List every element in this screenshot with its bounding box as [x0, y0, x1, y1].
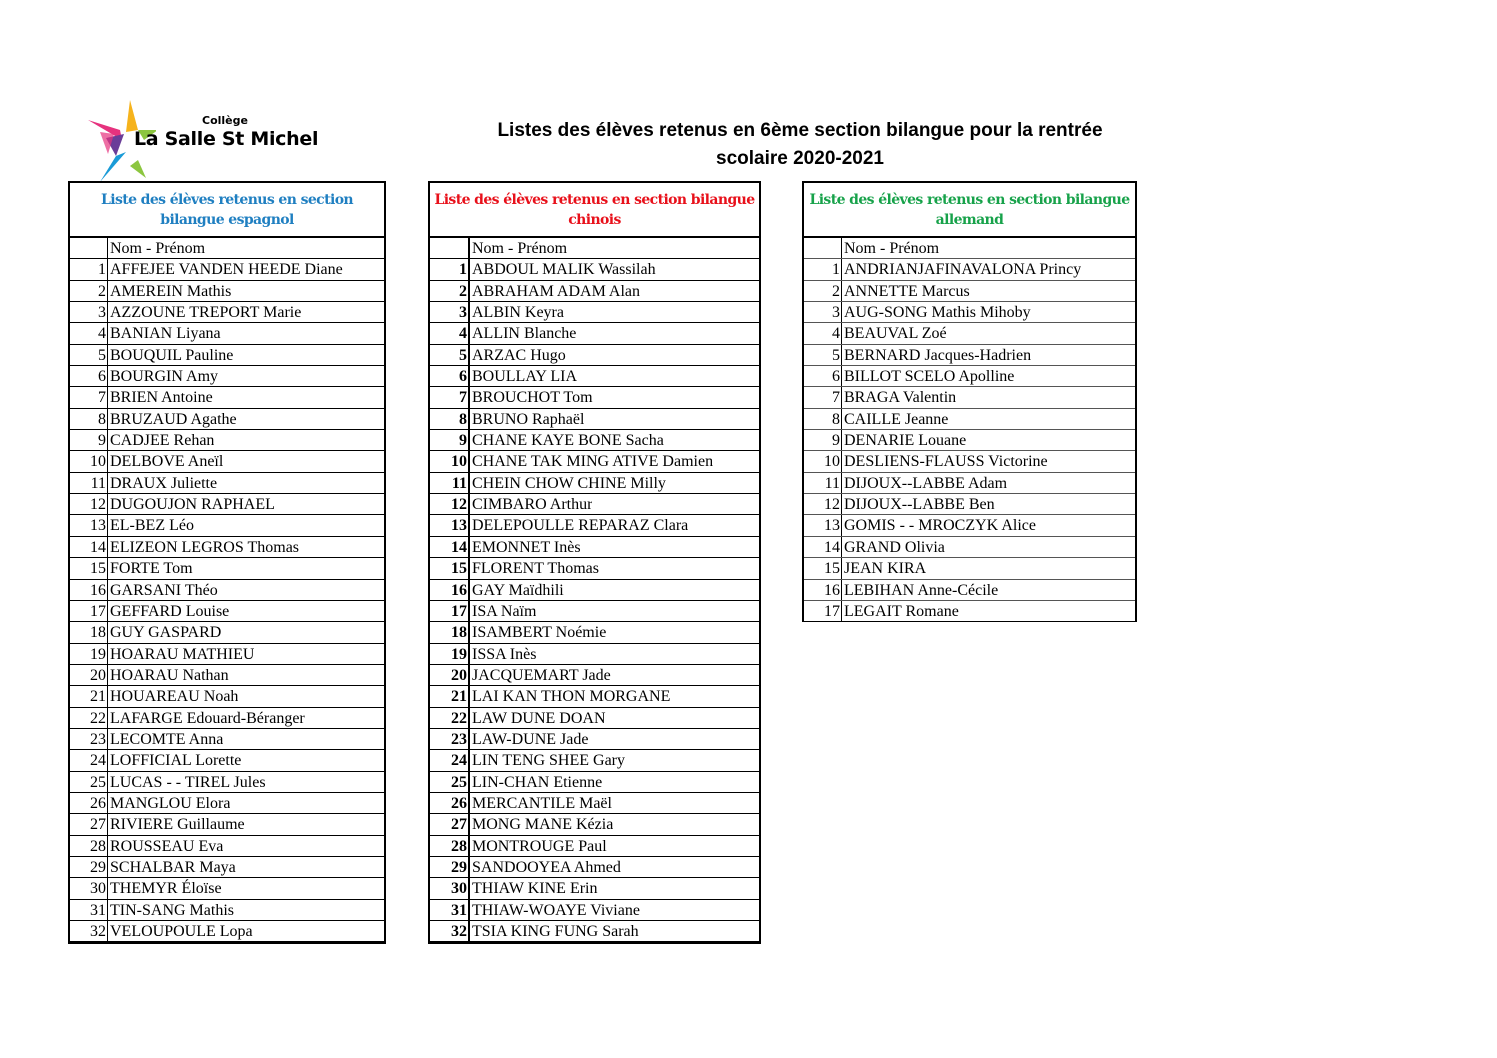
- student-number: 26: [430, 793, 470, 813]
- student-row: [804, 281, 1135, 302]
- student-name: BEAUVAL Zoé: [844, 325, 947, 343]
- student-name: ANNETTE Marcus: [844, 282, 970, 300]
- student-name: JACQUEMART Jade: [472, 666, 611, 684]
- student-row: [70, 430, 384, 451]
- student-name: CIMBARO Arthur: [472, 496, 593, 514]
- student-number: 7: [804, 387, 842, 407]
- student-name: AUG-SONG Mathis Mihoby: [844, 304, 1031, 322]
- student-name: GEFFARD Louise: [110, 602, 230, 620]
- student-number: 17: [70, 601, 108, 621]
- student-number: 2: [70, 281, 108, 301]
- student-row: [70, 921, 384, 942]
- student-number: 28: [430, 836, 470, 856]
- student-name: LOFFICIAL Lorette: [110, 752, 242, 770]
- student-row: [804, 323, 1135, 344]
- student-row: [70, 281, 384, 302]
- student-number: 8: [430, 409, 470, 429]
- student-name: BOUQUIL Pauline: [110, 346, 234, 364]
- student-row: [70, 451, 384, 472]
- student-number: 32: [430, 921, 470, 941]
- student-name: FORTE Tom: [110, 560, 193, 578]
- student-number: 16: [70, 580, 108, 600]
- student-row: [70, 409, 384, 430]
- student-name: GUY GASPARD: [110, 624, 222, 642]
- student-name: BOULLAY LIA: [472, 368, 578, 386]
- student-row: [430, 558, 759, 579]
- student-name: BRIEN Antoine: [110, 389, 213, 407]
- student-row: [430, 772, 759, 793]
- student-row: [430, 323, 759, 344]
- student-number: 1: [804, 259, 842, 279]
- student-name: DIJOUX--LABBE Adam: [844, 474, 1008, 492]
- student-row: [70, 644, 384, 665]
- student-number: 8: [70, 409, 108, 429]
- student-name: ALBIN Keyra: [472, 304, 564, 322]
- student-row: [70, 793, 384, 814]
- student-row: [70, 708, 384, 729]
- student-name: AFFEJEE VANDEN HEEDE Diane: [110, 261, 343, 279]
- student-row: [70, 473, 384, 494]
- student-name: AMEREIN Mathis: [110, 282, 232, 300]
- student-number: 1: [70, 259, 108, 279]
- student-number: 14: [430, 537, 470, 557]
- student-number: 15: [804, 558, 842, 578]
- student-number: 6: [70, 366, 108, 386]
- student-number: 27: [430, 814, 470, 834]
- student-number: 23: [430, 729, 470, 749]
- student-row: [70, 345, 384, 366]
- student-name: DELEPOULLE REPARAZ Clara: [472, 517, 689, 535]
- student-row: [70, 729, 384, 750]
- student-name: VELOUPOULE Lopa: [110, 923, 253, 940]
- student-row: [430, 665, 759, 686]
- student-name: MONTROUGE Paul: [472, 837, 607, 855]
- student-row: [70, 302, 384, 323]
- list-header-espagnol: Liste des élèves retenus en section bilangue espagnol: [70, 183, 384, 238]
- student-number: 28: [70, 836, 108, 856]
- student-name: THIAW-WOAYE Viviane: [472, 901, 640, 919]
- student-row: [430, 259, 759, 280]
- student-name: CADJEE Rehan: [110, 432, 215, 450]
- student-number: 13: [430, 515, 470, 535]
- student-name: LUCAS - - TIREL Jules: [110, 773, 266, 791]
- student-row: [70, 750, 384, 771]
- logo-school-name: La Salle St Michel: [134, 128, 319, 150]
- list-allemand: [802, 181, 1137, 622]
- student-name: TSIA KING FUNG Sarah: [472, 923, 639, 940]
- student-name: FLORENT Thomas: [472, 560, 599, 578]
- student-number: 3: [70, 302, 108, 322]
- student-number: 9: [804, 430, 842, 450]
- student-row: [430, 387, 759, 408]
- column-header-row: [430, 238, 759, 259]
- student-row: [70, 857, 384, 878]
- student-row: [70, 772, 384, 793]
- school-logo: [86, 98, 319, 184]
- student-name: ELIZEON LEGROS Thomas: [110, 538, 300, 556]
- student-number: 24: [430, 750, 470, 770]
- list-header-chinois: Liste des élèves retenus en section bilangue chinois: [430, 183, 759, 238]
- student-row: [804, 515, 1135, 536]
- student-row: [430, 878, 759, 899]
- student-row: [430, 708, 759, 729]
- column-header-row: [70, 238, 384, 259]
- student-name: DENARIE Louane: [844, 432, 967, 450]
- student-number: 4: [430, 323, 470, 343]
- student-number: 25: [430, 772, 470, 792]
- student-number: 6: [430, 366, 470, 386]
- student-name: EMONNET Inès: [472, 538, 581, 556]
- student-name: MANGLOU Elora: [110, 794, 231, 812]
- student-number: 11: [430, 473, 470, 493]
- student-number: 1: [430, 259, 470, 279]
- student-row: [70, 601, 384, 622]
- student-row: [430, 686, 759, 707]
- student-name: LIN TENG SHEE Gary: [472, 752, 626, 770]
- student-row: [70, 558, 384, 579]
- student-rows: [430, 238, 759, 942]
- student-name: DRAUX Juliette: [110, 474, 218, 492]
- student-number: 29: [70, 857, 108, 877]
- student-number: 29: [430, 857, 470, 877]
- student-number: 27: [70, 814, 108, 834]
- student-row: [804, 601, 1135, 622]
- student-row: [804, 345, 1135, 366]
- student-row: [804, 473, 1135, 494]
- student-number: 11: [70, 473, 108, 493]
- student-name: ALLIN Blanche: [472, 325, 577, 343]
- student-row: [430, 622, 759, 643]
- student-number: 3: [804, 302, 842, 322]
- student-name: LAI KAN THON MORGANE: [472, 688, 671, 706]
- student-row: [430, 857, 759, 878]
- student-row: [804, 430, 1135, 451]
- student-number: 20: [70, 665, 108, 685]
- page-title-line2: scolaire 2020-2021: [716, 148, 884, 169]
- student-number: 6: [804, 366, 842, 386]
- student-name: MERCANTILE Maël: [472, 794, 612, 812]
- column-header-name: Nom - Prénom: [472, 240, 568, 257]
- column-header-name: Nom - Prénom: [844, 240, 940, 257]
- student-name: BERNARD Jacques-Hadrien: [844, 346, 1032, 364]
- student-name: CHANE TAK MING ATIVE Damien: [472, 453, 714, 471]
- student-row: [430, 430, 759, 451]
- student-name: DESLIENS-FLAUSS Victorine: [844, 453, 1048, 471]
- column-header-number: [430, 238, 470, 258]
- student-number: 19: [430, 644, 470, 664]
- student-row: [430, 473, 759, 494]
- student-row: [430, 451, 759, 472]
- student-row: [430, 729, 759, 750]
- student-row: [70, 665, 384, 686]
- student-row: [430, 601, 759, 622]
- student-number: 21: [70, 686, 108, 706]
- column-header-number: [804, 238, 842, 258]
- student-row: [70, 878, 384, 899]
- list-espagnol: [68, 181, 386, 944]
- student-name: MONG MANE Kézia: [472, 816, 614, 834]
- student-row: [70, 686, 384, 707]
- student-row: [430, 814, 759, 835]
- student-number: 8: [804, 409, 842, 429]
- student-number: 22: [430, 708, 470, 728]
- student-row: [430, 281, 759, 302]
- student-number: 7: [430, 387, 470, 407]
- student-name: HOUAREAU Noah: [110, 688, 239, 706]
- student-number: 11: [804, 473, 842, 493]
- student-name: ISSA Inès: [472, 645, 537, 663]
- student-number: 2: [430, 281, 470, 301]
- column-header-number: [70, 238, 108, 258]
- student-number: 12: [430, 494, 470, 514]
- student-number: 10: [430, 451, 470, 471]
- student-number: 13: [804, 515, 842, 535]
- student-name: CHEIN CHOW CHINE Milly: [472, 474, 666, 492]
- student-row: [430, 302, 759, 323]
- student-row: [430, 921, 759, 942]
- student-row: [430, 537, 759, 558]
- student-row: [70, 387, 384, 408]
- student-name: DIJOUX--LABBE Ben: [844, 496, 995, 514]
- student-name: HOARAU MATHIEU: [110, 645, 255, 663]
- student-row: [804, 451, 1135, 472]
- student-number: 12: [804, 494, 842, 514]
- student-row: [804, 580, 1135, 601]
- student-name: BANIAN Liyana: [110, 325, 221, 343]
- student-name: GAY Maïdhili: [472, 581, 564, 599]
- student-number: 14: [70, 537, 108, 557]
- student-rows: [804, 238, 1135, 622]
- student-number: 23: [70, 729, 108, 749]
- student-name: ROUSSEAU Eva: [110, 837, 224, 855]
- student-number: 12: [70, 494, 108, 514]
- student-name: LAW DUNE DOAN: [472, 709, 606, 727]
- page-title: [430, 117, 1170, 173]
- student-name: CHANE KAYE BONE Sacha: [472, 432, 664, 450]
- student-row: [804, 366, 1135, 387]
- student-number: 26: [70, 793, 108, 813]
- student-name: LAFARGE Edouard-Béranger: [110, 709, 305, 727]
- student-row: [70, 622, 384, 643]
- student-name: ARZAC Hugo: [472, 346, 566, 364]
- student-name: LEBIHAN Anne-Cécile: [844, 581, 999, 599]
- student-number: 17: [430, 601, 470, 621]
- student-number: 17: [804, 601, 842, 621]
- page-title-line1: Listes des élèves retenus en 6ème section bilangue pour la rentrée: [497, 120, 1103, 141]
- student-name: ISAMBERT Noémie: [472, 624, 607, 642]
- student-number: 16: [430, 580, 470, 600]
- student-name: LIN-CHAN Etienne: [472, 773, 603, 791]
- student-number: 19: [70, 644, 108, 664]
- student-row: [804, 494, 1135, 515]
- student-number: 21: [430, 686, 470, 706]
- student-row: [430, 644, 759, 665]
- student-row: [430, 836, 759, 857]
- student-number: 31: [70, 900, 108, 920]
- student-name: HOARAU Nathan: [110, 666, 229, 684]
- student-row: [70, 537, 384, 558]
- student-name: JEAN KIRA: [844, 560, 927, 578]
- student-name: DUGOUJON RAPHAEL: [110, 496, 275, 514]
- student-number: 10: [70, 451, 108, 471]
- student-number: 5: [430, 345, 470, 365]
- student-row: [430, 494, 759, 515]
- student-name: THEMYR Éloïse: [110, 880, 222, 898]
- student-name: LECOMTE Anna: [110, 730, 224, 748]
- student-row: [804, 259, 1135, 280]
- student-row: [70, 323, 384, 344]
- student-number: 7: [70, 387, 108, 407]
- student-number: 15: [430, 558, 470, 578]
- student-name: CAILLE Jeanne: [844, 410, 949, 428]
- student-row: [430, 515, 759, 536]
- student-number: 13: [70, 515, 108, 535]
- student-name: ABDOUL MALIK Wassilah: [472, 261, 656, 279]
- student-number: 24: [70, 750, 108, 770]
- student-name: LAW-DUNE Jade: [472, 730, 589, 748]
- student-number: 9: [70, 430, 108, 450]
- student-row: [70, 814, 384, 835]
- student-row: [70, 515, 384, 536]
- student-row: [804, 537, 1135, 558]
- student-number: 16: [804, 580, 842, 600]
- student-row: [430, 345, 759, 366]
- student-number: 20: [430, 665, 470, 685]
- student-number: 10: [804, 451, 842, 471]
- column-header-row: [804, 238, 1135, 259]
- student-number: 3: [430, 302, 470, 322]
- student-number: 15: [70, 558, 108, 578]
- list-chinois: [428, 181, 761, 944]
- student-name: ABRAHAM ADAM Alan: [472, 282, 641, 300]
- student-number: 9: [430, 430, 470, 450]
- student-number: 5: [804, 345, 842, 365]
- column-header-name: Nom - Prénom: [110, 240, 206, 257]
- student-name: ISA Naïm: [472, 602, 537, 620]
- student-name: BILLOT SCELO Apolline: [844, 368, 1015, 386]
- student-row: [430, 580, 759, 601]
- student-number: 18: [70, 622, 108, 642]
- student-number: 18: [430, 622, 470, 642]
- student-name: GOMIS - - MROCZYK Alice: [844, 517, 1036, 535]
- student-row: [804, 558, 1135, 579]
- student-name: TIN-SANG Mathis: [110, 901, 234, 919]
- student-number: 4: [70, 323, 108, 343]
- student-name: EL-BEZ Léo: [110, 517, 194, 535]
- student-row: [430, 750, 759, 771]
- student-row: [430, 793, 759, 814]
- student-row: [70, 900, 384, 921]
- student-name: AZZOUNE TREPORT Marie: [110, 304, 302, 322]
- student-row: [430, 409, 759, 430]
- student-number: 14: [804, 537, 842, 557]
- student-number: 25: [70, 772, 108, 792]
- student-name: BRUNO Raphaël: [472, 410, 585, 428]
- student-row: [430, 366, 759, 387]
- student-number: 30: [70, 878, 108, 898]
- student-row: [804, 387, 1135, 408]
- student-name: SCHALBAR Maya: [110, 858, 236, 876]
- student-row: [70, 580, 384, 601]
- student-number: 32: [70, 921, 108, 941]
- list-header-allemand: Liste des élèves retenus en section bilangue allemand: [804, 183, 1135, 238]
- student-name: ANDRIANJAFINAVALONA Princy: [844, 261, 1082, 279]
- student-name: BRAGA Valentin: [844, 389, 957, 407]
- student-row: [70, 836, 384, 857]
- student-number: 5: [70, 345, 108, 365]
- student-number: 31: [430, 900, 470, 920]
- student-name: THIAW KINE Erin: [472, 880, 598, 898]
- student-name: RIVIERE Guillaume: [110, 816, 245, 834]
- student-name: BRUZAUD Agathe: [110, 410, 237, 428]
- student-row: [70, 494, 384, 515]
- student-number: 22: [70, 708, 108, 728]
- student-name: DELBOVE Aneïl: [110, 453, 224, 471]
- student-number: 30: [430, 878, 470, 898]
- student-name: SANDOOYEA Ahmed: [472, 858, 621, 876]
- student-row: [430, 900, 759, 921]
- student-row: [804, 409, 1135, 430]
- student-row: [804, 302, 1135, 323]
- student-row: [70, 259, 384, 280]
- student-name: LEGAIT Romane: [844, 602, 959, 620]
- student-name: BROUCHOT Tom: [472, 389, 593, 407]
- student-number: 2: [804, 281, 842, 301]
- student-row: [70, 366, 384, 387]
- student-name: GARSANI Théo: [110, 581, 218, 599]
- logo-college-label: Collège: [202, 114, 248, 127]
- student-number: 4: [804, 323, 842, 343]
- student-rows: [70, 238, 384, 942]
- student-name: GRAND Olivia: [844, 538, 945, 556]
- student-name: BOURGIN Amy: [110, 368, 219, 386]
